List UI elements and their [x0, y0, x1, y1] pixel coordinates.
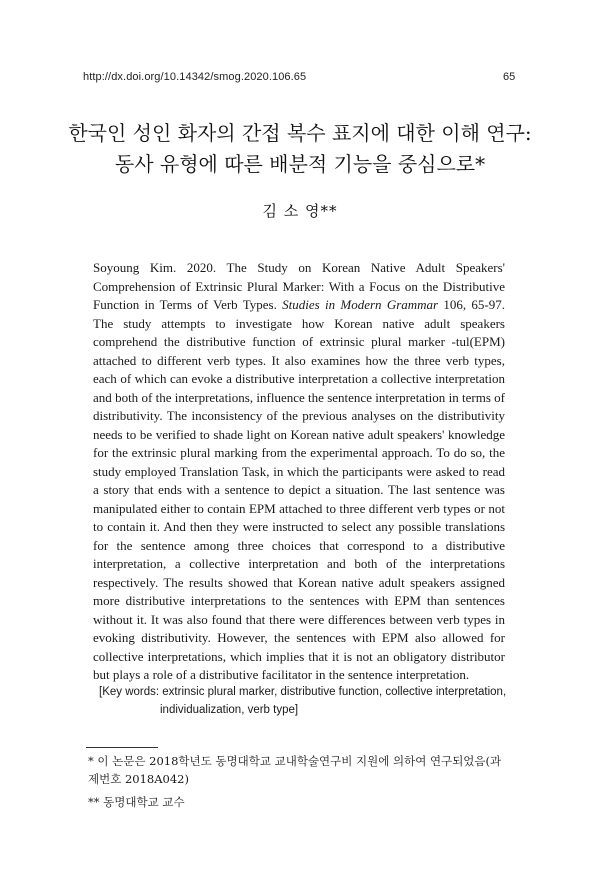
page-number: 65: [503, 71, 516, 83]
keywords: [99, 683, 519, 719]
keywords-line2: individualization, verb type]: [160, 704, 299, 716]
keywords-line1: [Key words: extrinsic plural marker, distributive function, collective interpretation,: [99, 686, 507, 698]
paper-title-line2: 동사 유형에 따른 배분적 기능을 중심으로*: [114, 152, 486, 176]
abstract-body: The study attempts to investigate how Korean native adult speakers comprehend the distributive function of extrinsic plural marker -tul(EPM) attached to different verb types. It also examines how the three verb types, each of which can evoke a distributive interpretation a collective interpretation and both of the interpretations, influence the sentence interpretation in terms of distributivity. The inconsistency of the previous analyses on the distributivity needs to be verified to shade light on Korean native adult speakers' knowledge for the extrinsic plural marking from the experimental approach. To do so, the study employed Translation Task, in which the participants were asked to read a story that ends with a sentence to depict a situation. The last sentence was manipulated either to contain EPM attached to three different verb types or not to contain it. And then they were instructed to select any possible translations for the sentence among three choices that correspond to a distributive interpretation, a collective interpretation and both of the interpretations respectively. The results showed that Korean native adult speakers assigned more distributive interpretations to the sentences with EPM than sentences without it. It was also found that there were differences between verb types in evoking distributivity. However, the sentences with EPM also allowed for collective interpretations, which implies that it is not an obligatory distributor but plays a role of a distributive facilitator in the sentence interpretation.: [93, 315, 505, 682]
abstract: [93, 259, 505, 685]
journal-name: Studies in Modern Grammar: [282, 297, 439, 312]
paper-title-line1: 한국인 성인 화자의 간접 복수 표지에 대한 이해 연구:: [68, 121, 532, 145]
footnotes: [88, 753, 512, 818]
footnote-funding: * 이 논문은 2018학년도 동명대학교 교내학술연구비 지원에 의하여 연구되었음(과제번호 2018A042): [88, 754, 502, 786]
author-name: 김 소 영**: [262, 202, 338, 220]
citation-suffix: 106, 65-97.: [438, 297, 506, 312]
doi-link[interactable]: http://dx.doi.org/10.14342/smog.2020.106.65: [83, 71, 307, 83]
footnote-divider: [86, 747, 158, 748]
footnote-affiliation: ** 동명대학교 교수: [88, 795, 185, 809]
citation-prefix: Soyoung Kim. 2020. The Study on Korean Native Adult Speakers' Comprehension of Extrinsic Plural Marker: With a Focus on the Distributive Function in Terms of Verb Types.: [93, 260, 505, 312]
